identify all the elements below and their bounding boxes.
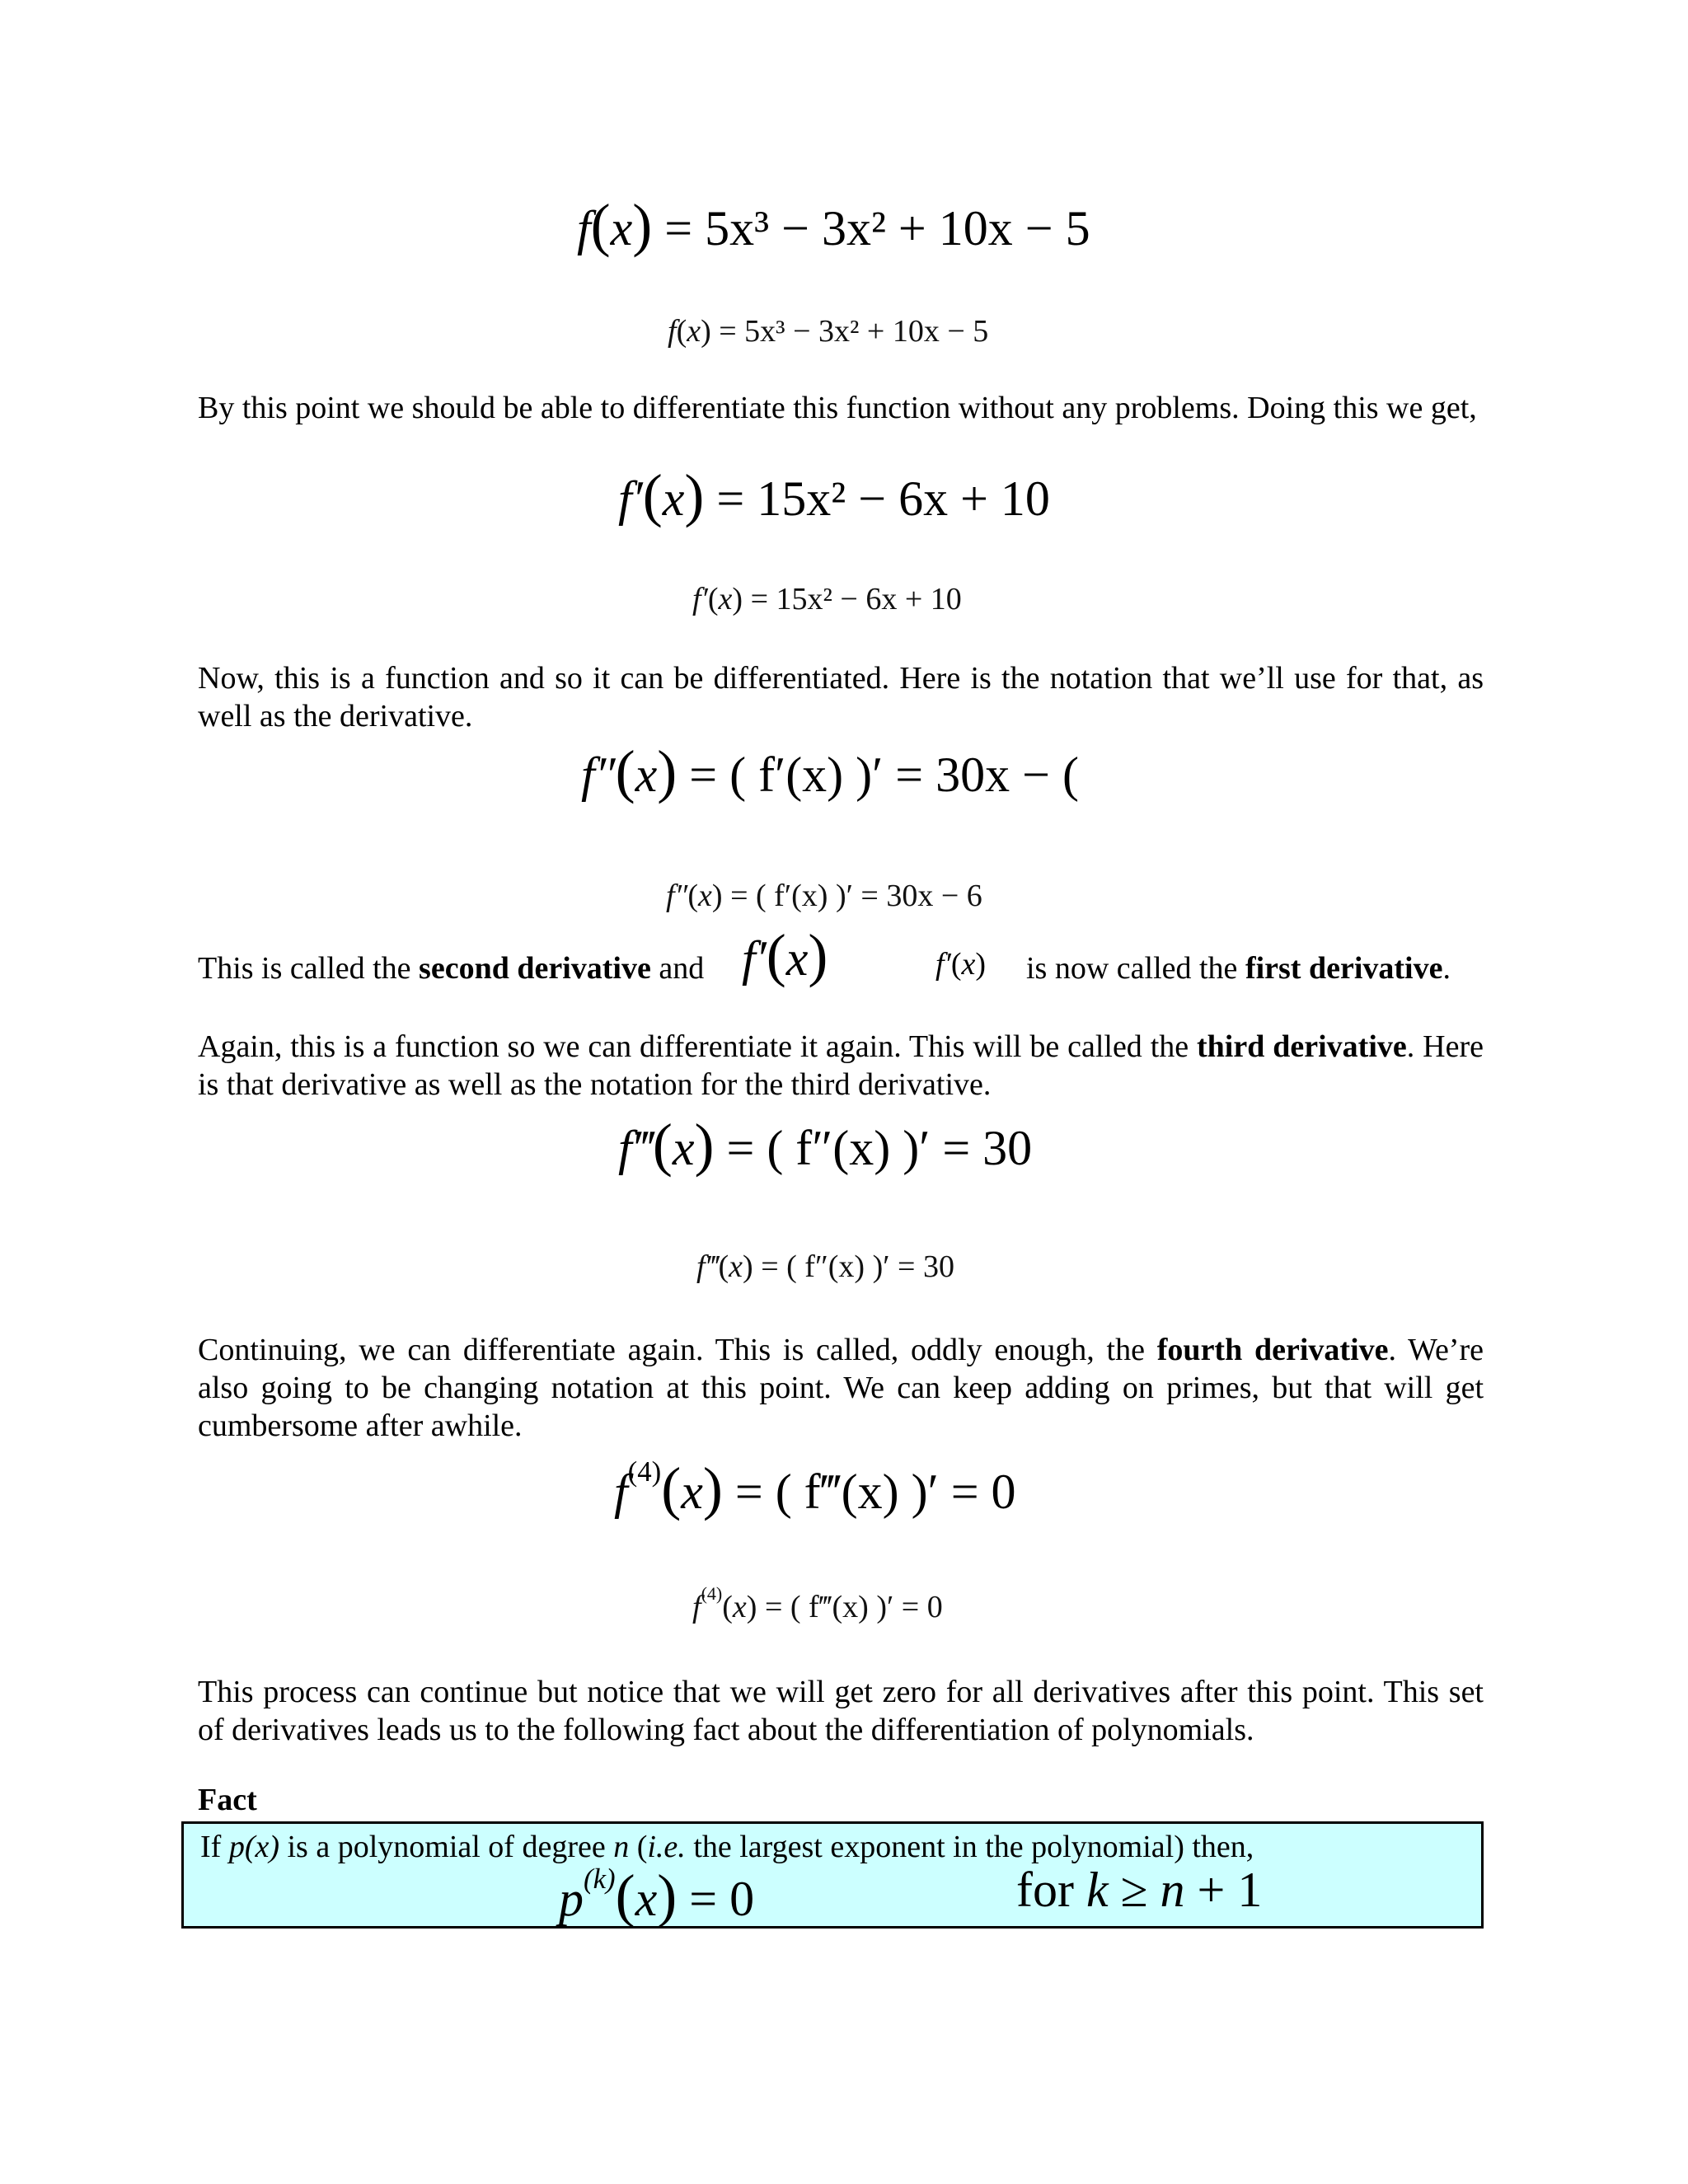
paragraph-6: This process can continue but notice that we will get zero for all derivatives after this point. This set of derivatives leads us to the following fact about the differentiation of polynomials. bbox=[198, 1675, 1484, 1747]
term-first-derivative: first derivative bbox=[1245, 951, 1443, 986]
equation-fsecond-small: f″(x) = ( f′(x) )′ = 30x − 6 bbox=[666, 879, 982, 913]
fact-title: Fact bbox=[198, 1783, 257, 1817]
paragraph-4: Again, this is a function so we can differentiate it again. This will be called the third derivative. Here is that derivative as well as the notation for the third derivative. bbox=[198, 1029, 1484, 1102]
equation-fprime-large: f′(x) = 15x² − 6x + 10 bbox=[618, 462, 1050, 528]
f-symbol: f bbox=[577, 201, 591, 255]
paragraph-2: Now, this is a function and so it can be differentiated. Here is the notation that we’ll use for that, as well as the derivative. bbox=[198, 661, 1484, 733]
fact-condition: for k ≥ n + 1 bbox=[1016, 1863, 1263, 1917]
equation-ffourth-small: $f^{(4)}(x)$ = ( f‴(x) )′ = 0 bbox=[692, 1583, 943, 1624]
equation-f-large: f(x) = 5x³ − 3x² + 10x − 5 bbox=[577, 192, 1090, 258]
equation-fthird-small: f‴(x) = ( f″(x) )′ = 30 bbox=[696, 1249, 954, 1284]
paragraph-3-start: This is called the second derivative and bbox=[198, 951, 705, 986]
fact-statement: If p(x) is a polynomial of degree n (i.e. the largest exponent in the polynomial) then, bbox=[200, 1830, 1254, 1864]
equation-f-small: f(x) = 5x³ − 3x² + 10x − 5 bbox=[668, 314, 989, 349]
inline-fprime-large: f′(x) bbox=[742, 922, 828, 988]
equation-fprime-small: f′(x) = 15x² − 6x + 10 bbox=[692, 582, 962, 616]
paragraph-1: By this point we should be able to differentiate this function without any problems. Doing this we get, bbox=[198, 391, 1477, 425]
term-second-derivative: second derivative bbox=[419, 951, 651, 986]
term-fourth-derivative: fourth derivative bbox=[1156, 1333, 1389, 1367]
inline-fprime-small: f′(x) bbox=[935, 947, 987, 982]
paragraph-5: Continuing, we can differentiate again. This is called, oddly enough, the fourth derivative. We’re also going to be changing notation at this point. We can keep adding on primes, but that will get cumbersome after awhile. bbox=[198, 1333, 1484, 1443]
paragraph-3-end: is now called the first derivative. bbox=[1026, 951, 1451, 986]
equation-ffourth-large: $f^{(4)}(x)$ = ( f‴(x) )′ = 0 bbox=[614, 1455, 1016, 1521]
equation-fthird-large: f‴(x) = ( f″(x) )′ = 30 bbox=[618, 1112, 1033, 1178]
fact-box bbox=[181, 1821, 1484, 1929]
fact-equation: $p^{(k)}(x) = 0$ bbox=[559, 1862, 755, 1929]
term-third-derivative: third derivative bbox=[1197, 1029, 1407, 1064]
equation-f-rhs: = 5x³ − 3x² + 10x − 5 bbox=[664, 201, 1090, 255]
equation-fsecond-large: f″(x) = ( f′(x) )′ = 30x − ( bbox=[581, 738, 1079, 804]
